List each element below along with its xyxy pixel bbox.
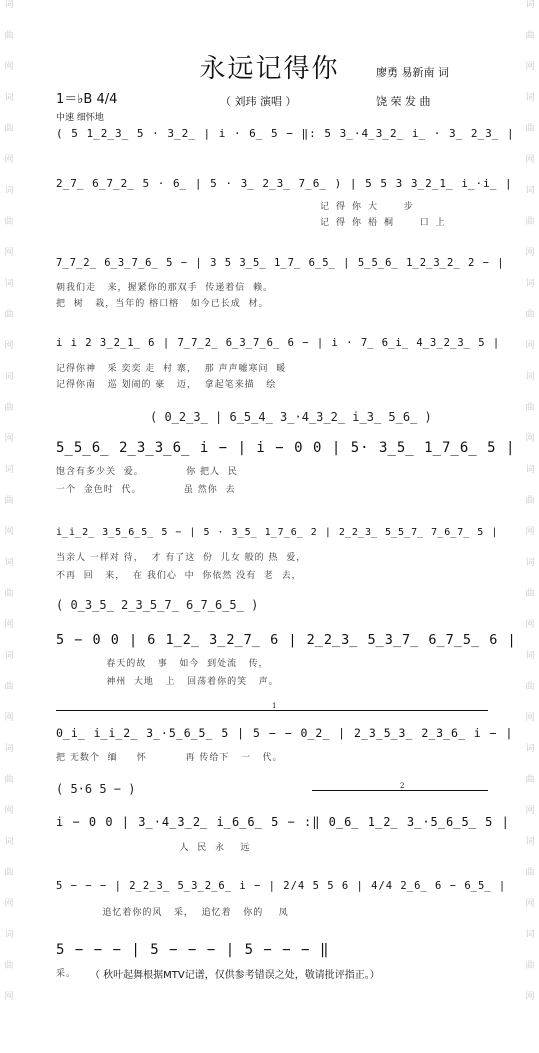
- lyric-line-9a: 人 民 永 远: [56, 843, 251, 853]
- transcription-footnote: （ 秋叶起舞根据MTV记谱，仅供参考错误之处，敬请批评指正。）: [90, 970, 380, 981]
- interlude-parenthesis-1: ( 0̲2̲3̲ | 6̲5̲4̲ 3̲·4̲3̲2̲ i̲3̲ 5̲6̲ ): [150, 410, 432, 424]
- lyric-line-7b: 神州 大地 上 回荡着你的笑 声。: [56, 677, 279, 687]
- score-line-10: 5 − − − | 2̲2̲3̲ 5̲3̲2̲6̲ i − | 2/4 5 5 6 | 4/4 2̲6̲ 6 − 6̲5̲ |: [56, 880, 507, 892]
- score-line-8: 0̲i̲ i̲i̲2̲ 3̲·5̲6̲5̲ 5 | 5 − − 0̲2̲ | 2̲3̲5̲3̲ 2̲3̲6̲ i − |: [56, 726, 514, 740]
- volta-bracket-1: 1: [56, 710, 488, 721]
- interlude-parenthesis-3: ( 5·6 5 − ): [56, 782, 136, 796]
- lyric-line-2a: 记得你大 步: [320, 202, 420, 212]
- score-line-4: i i 2 3̲2̲1̲ 6 | 7̲7̲2̲ 6̲3̲7̲6̲ 6 − | i · 7̲ 6̲i̲ 4̲3̲2̲3̲ 5 |: [56, 337, 501, 349]
- score-line-9: i − 0 0 | 3̲·4̲3̲2̲ i̲6̲6̲ 5 − :‖ 0̲6̲ 1̲2̲ 3̲·5̲6̲5̲ 5 |: [56, 815, 510, 829]
- score-line-3: 7̲7̲2̲ 6̲3̲7̲6̲ 5 − | 3 5 3̲5̲ 1̲7̲ 6̲5̲ | 5̲5̲6̲ 1̲2̲3̲2̲ 2 − |: [56, 257, 505, 269]
- interlude-parenthesis-2: ( 0̲3̲5̲ 2̲3̲5̲7̲ 6̲7̲6̲5̲ ): [56, 598, 259, 612]
- lyric-line-6b: 不再 回 来， 在 我们心 中 你依然 没有 老 去，: [56, 571, 302, 581]
- lyric-line-10a: 追忆着你的风 采， 追忆着 你的 凤: [56, 908, 289, 918]
- volta-bracket-2: 2: [312, 790, 488, 801]
- lyric-line-11a: 采。: [56, 969, 77, 979]
- lyric-line-8a: 把 无数个 缅 怀 再 传给下 一 代。: [56, 753, 283, 763]
- lyric-line-4b: 记得你南 巡 划闹的 豪 迈， 拿起笔来描 绘: [56, 380, 277, 390]
- composer-credit: 饶 荣 发 曲: [376, 95, 431, 108]
- score-line-11: 5 − − − | 5 − − − | 5 − − − ‖: [56, 942, 330, 958]
- key-signature: 1＝♭B 4/4: [56, 92, 118, 107]
- lyric-line-7a: 春天的故 事 如今 到处流 传，: [56, 659, 269, 669]
- watermark-left: 词 曲 网 词 曲 网 词 曲 网 词 曲 网 词 曲 网 词 曲 网 词 曲 网 词 曲 网 词 曲 网 词 曲 网 词 曲 网: [4, 0, 14, 1002]
- lyric-line-5a: 饱含有多少关 爱。 你 把人 民: [56, 467, 238, 477]
- score-line-7: 5 − 0 0 | 6 1̲2̲ 3̲2̲7̲ 6 | 2̲2̲3̲ 5̲3̲7̲ 6̲7̲5̲ 6 |: [56, 632, 517, 648]
- lyric-line-3a: 朝我们走 来，握紧你的那双手 传递着信 赖。: [56, 283, 274, 293]
- tempo-marking: 中速 细怀地: [56, 113, 104, 123]
- lyric-line-6a: 当亲人 一样对 待， 才 有了这 份 儿女 般的 热 爱，: [56, 553, 307, 563]
- lyric-line-4a: 记得你神 采 奕奕 走 村 寨， 那 声声嘘寒问 暖: [56, 364, 287, 374]
- score-line-1: ( 5 1̲2̲3̲ 5 · 3̲2̲ | i · 6̲ 5 − ‖: 5 3̲·4̲3̲2̲ i̲ · 3̲ 2̲3̲ |: [56, 127, 515, 140]
- lyric-line-3b: 把 树 栽，当年的 榕口榕 如今已长成 材。: [56, 299, 269, 309]
- score-line-6: i̲i̲2̲ 3̲5̲6̲5̲ 5 − | 5 · 3̲5̲ 1̲7̲6̲ 2 | 2̲2̲3̲ 5̲5̲7̲ 7̲6̲7̲ 5 |: [56, 527, 499, 538]
- singer-credit: （ 刘玮 演唱 ）: [220, 95, 297, 108]
- score-line-5: 5̲5̲6̲ 2̲3̲3̲6̲ i − | i − 0 0 | 5· 3̲5̲ 1̲7̲6̲ 5 |: [56, 440, 516, 456]
- lyric-line-2b: 记得你梧桐 口上: [320, 218, 452, 228]
- watermark-right: 词 曲 网 词 曲 网 词 曲 网 词 曲 网 词 曲 网 词 曲 网 词 曲 网 词 曲 网 词 曲 网 词 曲 网 词 曲 网: [525, 0, 535, 1002]
- lyricists-credit: 廖勇 易新南 词: [376, 66, 449, 79]
- lyric-line-5b: 一个 金色时 代。 虽 然你 去: [56, 485, 236, 495]
- score-line-2: 2̲7̲ 6̲7̲2̲ 5 · 6̲ | 5 · 3̲ 2̲3̲ 7̲6̲ ) | 5 5 3 3̲2̲1̲ i̲·i̲ |: [56, 177, 513, 190]
- song-title: 永远记得你: [199, 54, 340, 84]
